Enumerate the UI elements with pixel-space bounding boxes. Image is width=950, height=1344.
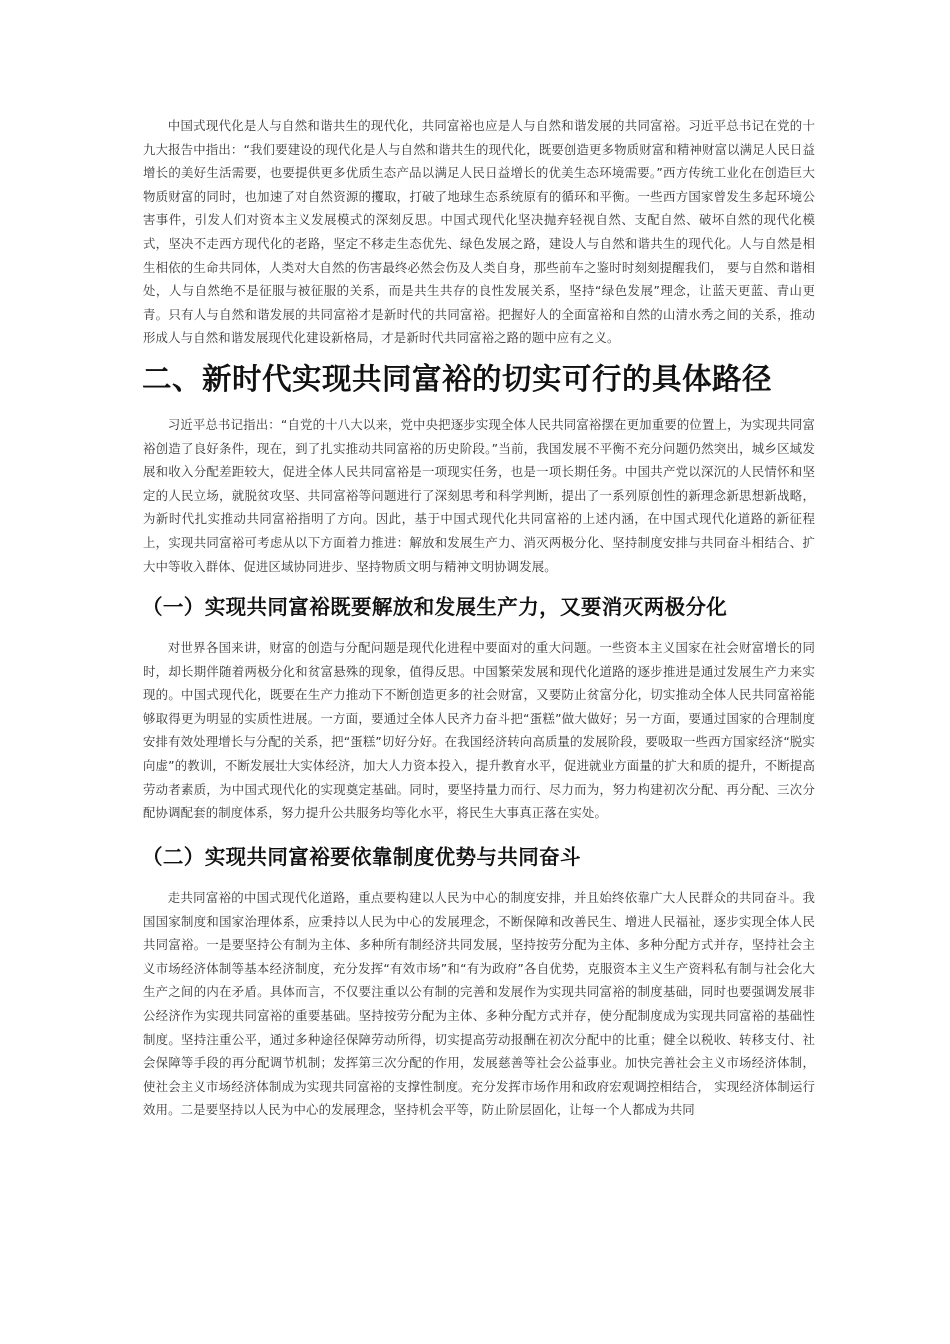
subsection-paragraph-1: 对世界各国来讲，财富的创造与分配问题是现代化进程中要面对的重大问题。一些资本主义国家在社会财富增长的同时，却长期伴随着两极分化和贫富悬殊的现象，值得反思。中国繁荣发展和现代化道路的逐步推进是通过发展生产力来实现的。中国式现代化，既要在生产力推动下不断创造更多的社会财富，又要防止贫富分化，切实推动全体人民共同富裕能够取得更为明显的实质性进展。一方面，要通过全体人民齐力奋斗把“蛋糕”做大做好；另一方面，要通过国家的合理制度安排有效处理增长与分配的关系，把“蛋糕”切好分好。在我国经济转向高质量的发展阶段，要吸取一些西方国家经济“脱实向虚”的教训，不断发展壮大实体经济，加大人力资本投入，提升教育水平，促进就业方面量的扩大和质的提升，不断提高劳动者素质，为中国式现代化的实现奠定基础。同时，要坚持量力而行、尽力而为，努力构建初次分配、再分配、三次分配协调配套的制度体系，努力提升公共服务均等化水平，将民生大事真正落在实处。 — [143, 640, 815, 821]
subsection-heading-2: （二）实现共同富裕要依靠制度优势与共同奋斗 — [142, 845, 581, 869]
intro-paragraph: 中国式现代化是人与自然和谐共生的现代化，共同富裕也应是人与自然和谐发展的共同富裕。习近平总书记在党的十九大报告中指出：“我们要建设的现代化是人与自然和谐共生的现代化，既要创造更多物质财富和精神财富以满足人民日益增长的美好生活需要，也要提供更多优质生态产品以满足人民日益增长的优美生态环境需要。”西方传统工业化在创造巨大物质财富的同时，也加速了对自然资源的攫取，打破了地球生态系统原有的循环和平衡。一些西方国家曾发生多起环境公害事件，引发人们对资本主义发展模式的深刻反思。中国式现代化坚决抛弃轻视自然、支配自然、破坏自然的现代化模式，坚决不走西方现代化的老路，坚定不移走生态优先、绿色发展之路，建设人与自然和谐共生的现代化。人与自然是相生相依的生命共同体，人类对大自然的伤害最终必然会伤及人类自身，那些前车之鉴时时刻刻提醒我们， 要与自然和谐相处，人与自然绝不是征服与被征服的关系，而是共生共存的良性发展关系，坚持“绿色发展”理念，让蓝天更蓝、青山更青。只有人与自然和谐发展的共同富裕才是新时代的共同富裕。把握好人的全面富裕和自然的山清水秀之间的关系，推动形成人与自然和谐发展现代化建设新格局，才是新时代共同富裕之路的题中应有之义。 — [143, 118, 815, 346]
section-paragraph: 习近平总书记指出：“自党的十八大以来，党中央把逐步实现全体人民共同富裕摆在更加重要的位置上，为实现共同富裕创造了良好条件，现在，到了扎实推动共同富裕的历史阶段。”当前，我国发展不平衡不充分问题仍然突出，城乡区域发展和收入分配差距较大，促进全体人民共同富裕是一项现实任务，也是一项长期任务。中国共产党以深沉的人民情怀和坚定的人民立场，就脱贫攻坚、共同富裕等问题进行了深刻思考和科学判断，提出了一系列原创性的新理念新思想新战略，为新时代扎实推动共同富裕指明了方向。因此，基于中国式现代化共同富裕的上述内涵，在中国式现代化道路的新征程上，实现共同富裕可考虑从以下方面着力推进：解放和发展生产力、消灭两极分化、坚持制度安排与共同奋斗相结合、扩大中等收入群体、促进区域协同进步、坚持物质文明与精神文明协调发展。 — [143, 417, 815, 574]
section-heading: 二、新时代实现共同富裕的切实可行的具体路径 — [142, 362, 773, 396]
subsection-paragraph-2: 走共同富裕的中国式现代化道路，重点要构建以人民为中心的制度安排，并且始终依靠广大人民群众的共同奋斗。我国国家制度和国家治理体系，应秉持以人民为中心的发展理念，不断保障和改善民生、增进人民福祉，逐步实现全体人民共同富裕。一是要坚持公有制为主体、多种所有制经济共同发展，坚持按劳分配为主体、多种分配方式并存，坚持社会主义市场经济体制等基本经济制度，充分发挥“有效市场”和“有为政府”各自优势，克服资本主义生产资料私有制与社会化大生产之间的内在矛盾。具体而言，不仅要注重以公有制的完善和发展作为实现共同富裕的制度基础，同时也要强调发展非公经济作为实现共同富裕的重要基础。坚持按劳分配为主体、多种分配方式并存，使分配制度成为实现共同富裕的基础性制度。坚持注重公平，通过多种途径保障劳动所得，切实提高劳动报酬在初次分配中的比重；健全以税收、转移支付、社会保障等手段的再分配调节机制；发挥第三次分配的作用，发展慈善等社会公益事业。加快完善社会主义市场经济体制，使社会主义市场经济体制成为实现共同富裕的支撑性制度。充分发挥市场作用和政府宏观调控相结合， 实现经济体制运行效用。二是要坚持以人民为中心的发展理念，坚持机会平等，防止阶层固化，让每一个人都成为共同 — [143, 890, 815, 1118]
subsection-heading-1: （一）实现共同富裕既要解放和发展生产力，又要消灭两极分化 — [142, 595, 728, 619]
